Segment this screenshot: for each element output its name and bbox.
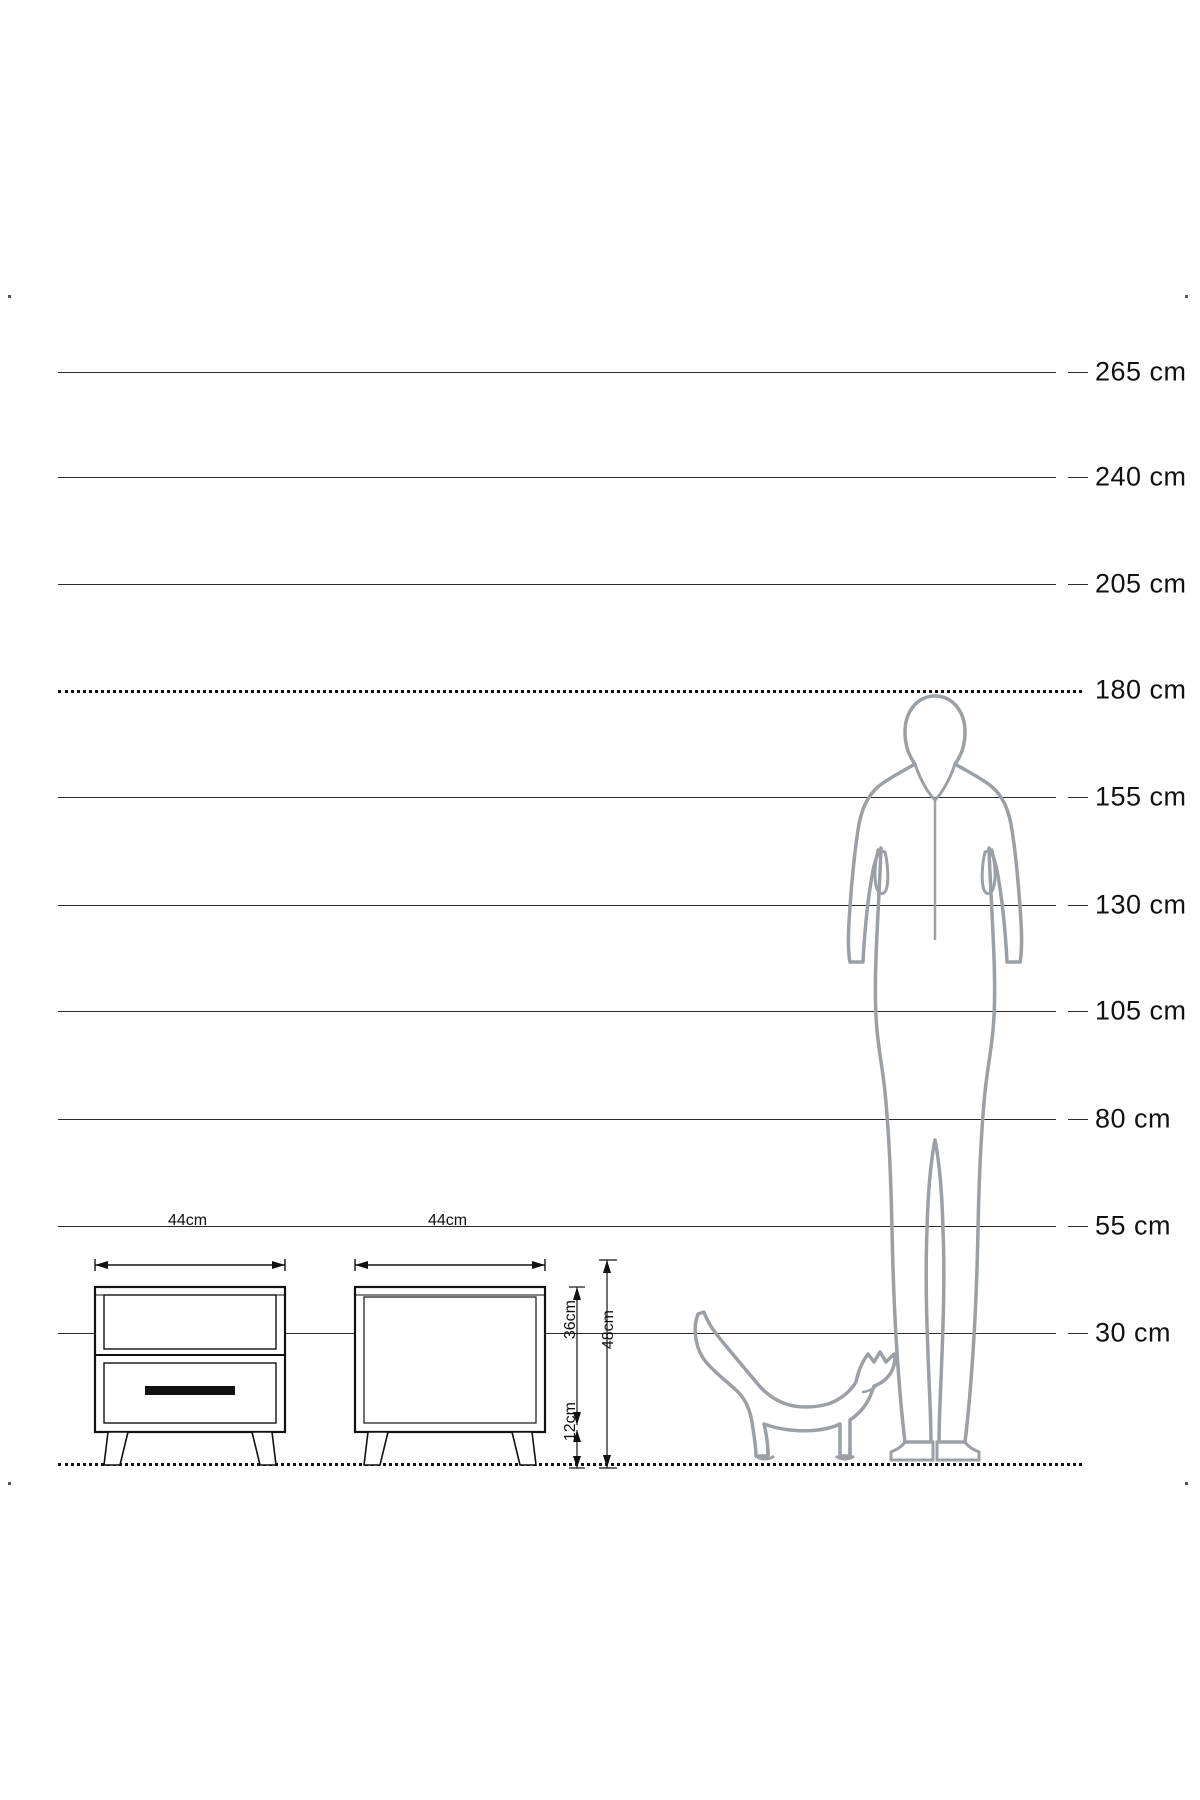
scale-label-30: 30 cm xyxy=(1095,1317,1172,1348)
scale-rule-265 xyxy=(58,372,1056,373)
scale-tick-130 xyxy=(1068,905,1088,906)
height-dimension-lines xyxy=(555,1250,625,1475)
scale-rule-240 xyxy=(58,477,1056,478)
scale-tick-240 xyxy=(1068,477,1088,478)
height-label-48cm: 48cm xyxy=(600,1310,617,1350)
scale-tick-30 xyxy=(1068,1333,1088,1334)
nightstand-front-view xyxy=(90,1255,300,1470)
height-label-36cm: 36cm xyxy=(562,1300,579,1340)
scale-tick-55 xyxy=(1068,1226,1088,1227)
scale-tick-205 xyxy=(1068,584,1088,585)
scale-rule-205 xyxy=(58,584,1056,585)
scale-tick-155 xyxy=(1068,797,1088,798)
man-silhouette xyxy=(845,690,1025,1465)
scale-label-130: 130 cm xyxy=(1095,889,1187,920)
scale-label-205: 205 cm xyxy=(1095,568,1187,599)
corner-dot-bottom-left xyxy=(8,1482,11,1485)
scale-label-265: 265 cm xyxy=(1095,356,1187,387)
width-label-front: 44cm xyxy=(168,1212,208,1229)
scale-tick-105 xyxy=(1068,1011,1088,1012)
scale-label-155: 155 cm xyxy=(1095,781,1187,812)
scale-label-80: 80 cm xyxy=(1095,1103,1172,1134)
corner-dot-top-right xyxy=(1185,295,1188,298)
corner-dot-top-left xyxy=(8,295,11,298)
scale-tick-265 xyxy=(1068,372,1088,373)
scale-label-180: 180 cm xyxy=(1095,674,1187,705)
scale-label-240: 240 cm xyxy=(1095,461,1187,492)
scale-label-55: 55 cm xyxy=(1095,1210,1172,1241)
scale-label-105: 105 cm xyxy=(1095,995,1187,1026)
corner-dot-bottom-right xyxy=(1185,1482,1188,1485)
scale-tick-80 xyxy=(1068,1119,1088,1120)
height-label-12cm: 12cm xyxy=(562,1402,579,1442)
nightstand-side-view xyxy=(350,1255,560,1470)
width-label-side: 44cm xyxy=(428,1212,468,1229)
